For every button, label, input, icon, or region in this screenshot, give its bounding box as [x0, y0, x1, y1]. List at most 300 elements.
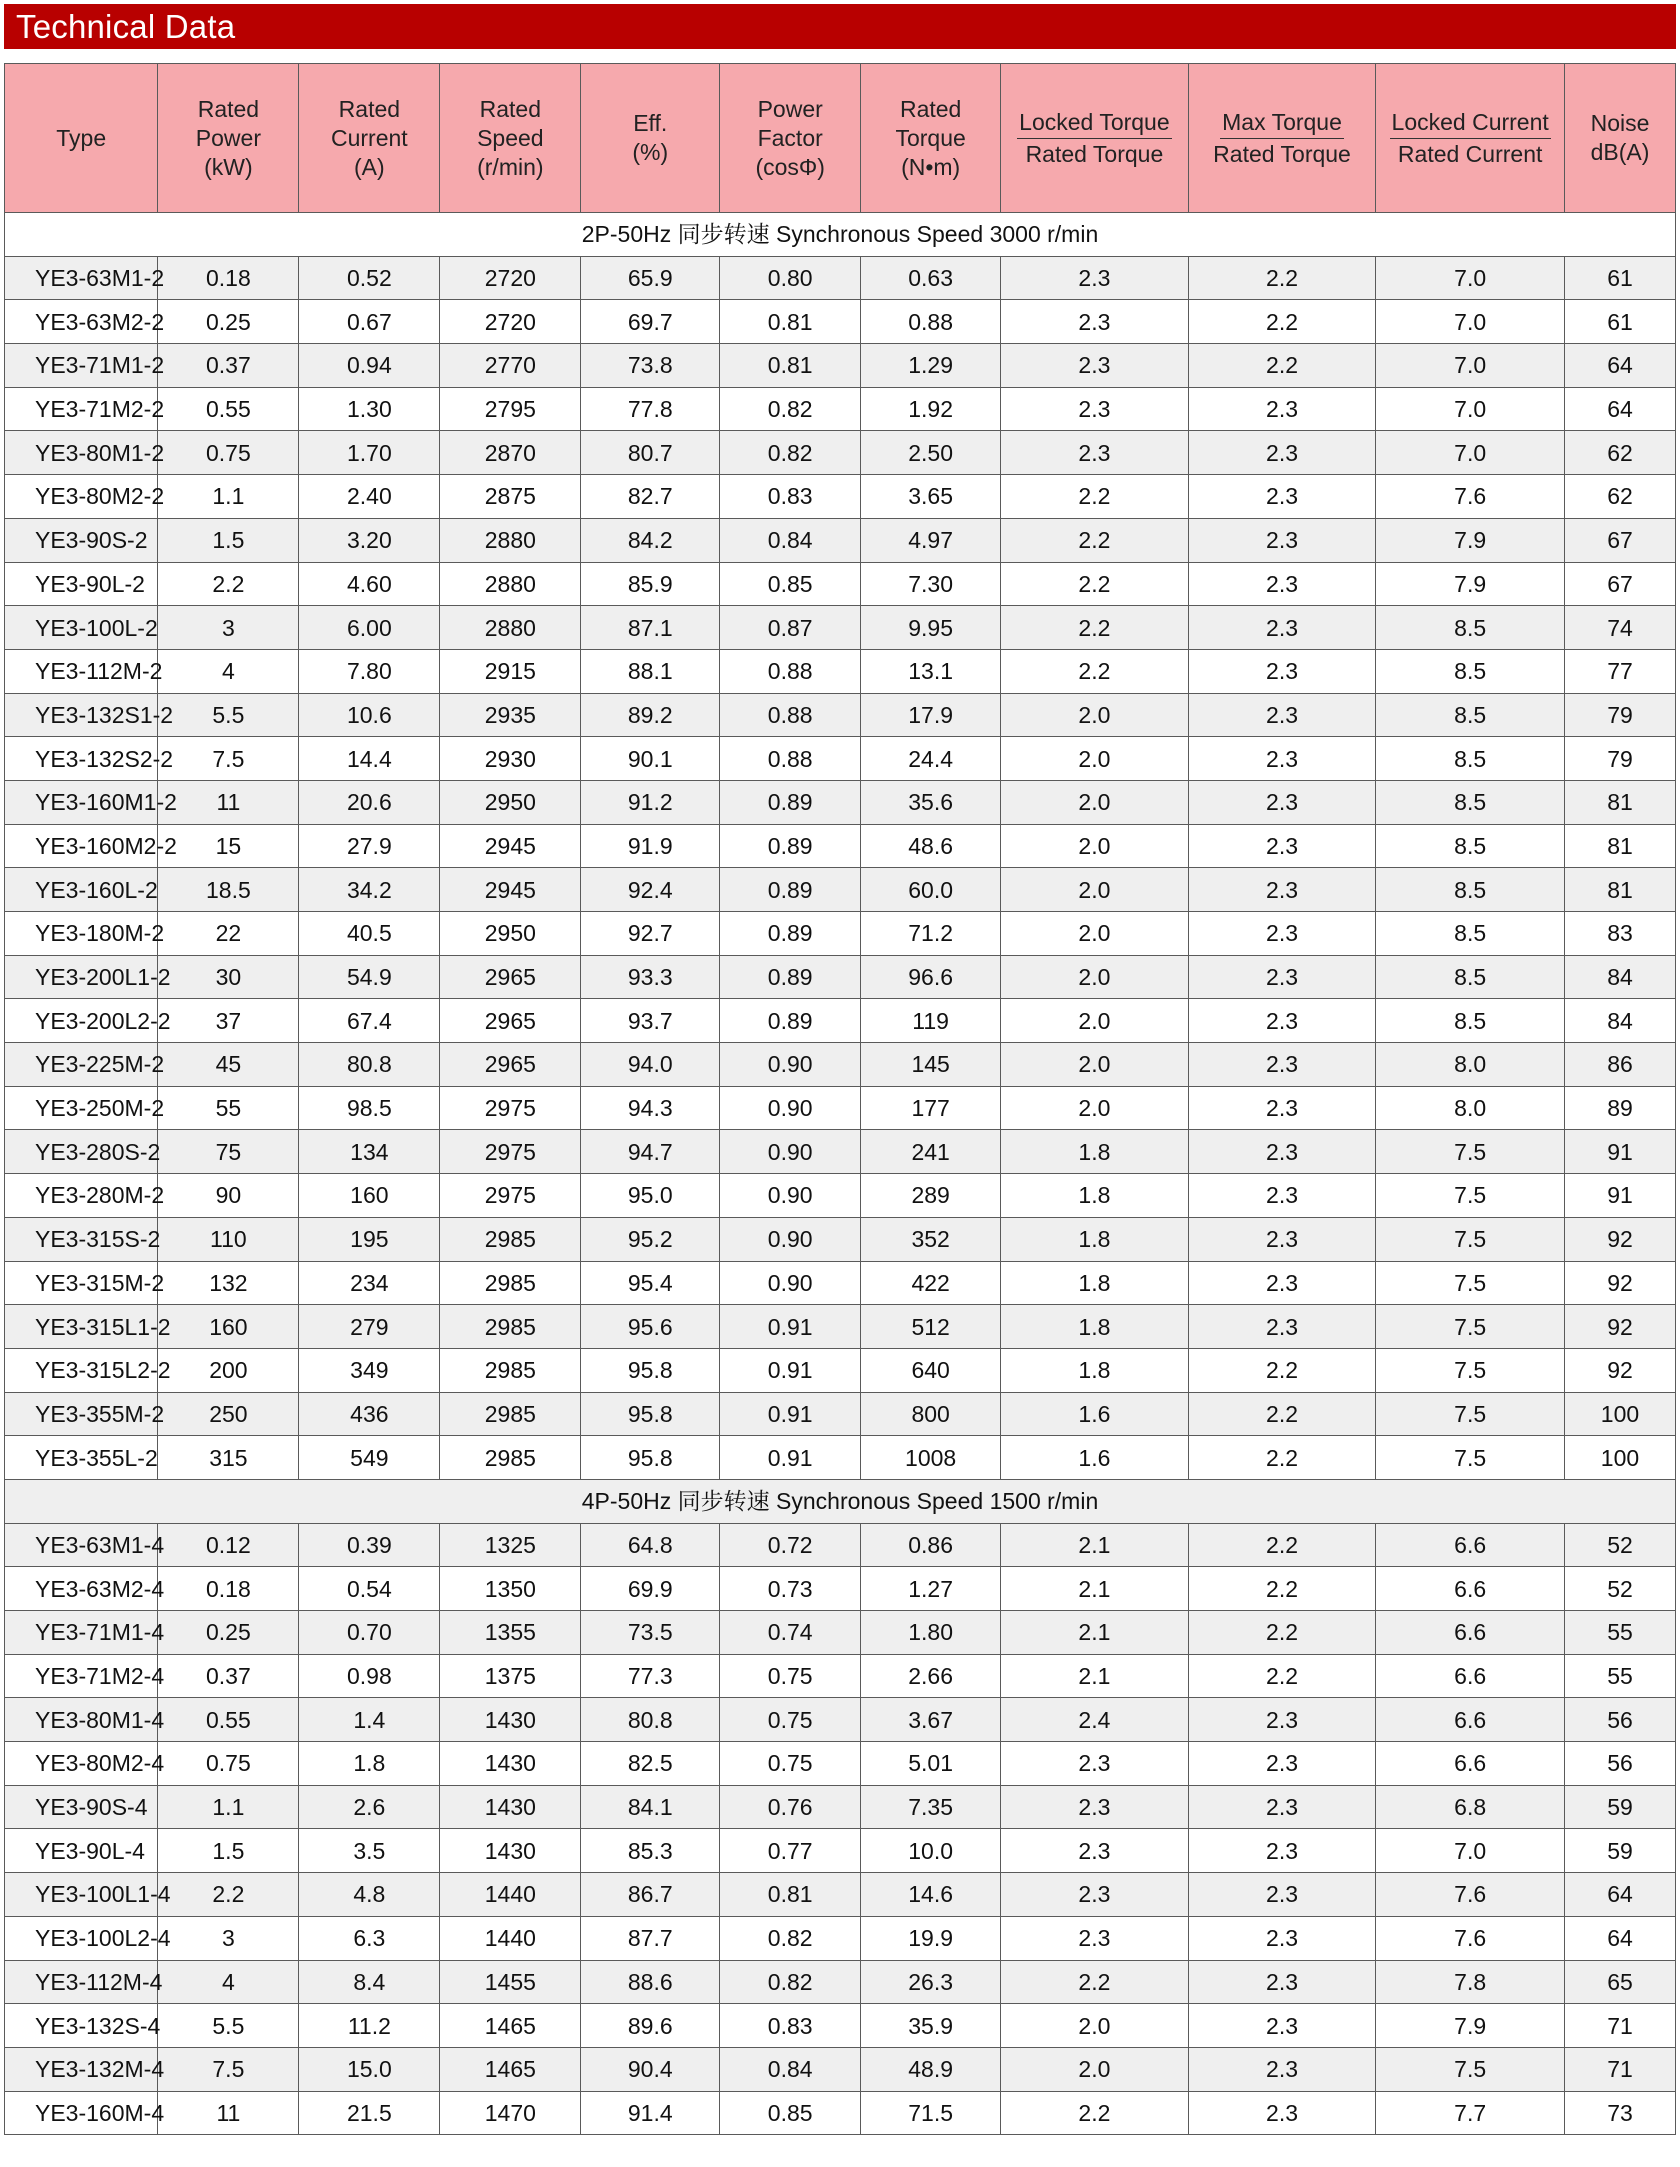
cell-locked-current-ratio: 7.5 [1376, 1130, 1565, 1174]
cell-type: YE3-315M-2 [5, 1261, 158, 1305]
cell-rated-current: 2.6 [299, 1785, 440, 1829]
cell-locked-torque-ratio: 2.2 [1001, 562, 1189, 606]
header-rated-power-unit: (kW) [204, 153, 253, 180]
cell-eff: 77.3 [581, 1654, 720, 1698]
header-rated-torque [861, 64, 1001, 213]
header-rated-current [299, 64, 440, 213]
cell-max-torque-ratio: 2.3 [1188, 868, 1376, 912]
cell-type: YE3-132S-4 [5, 2004, 158, 2048]
cell-rated-power: 7.5 [158, 2047, 299, 2091]
cell-eff: 77.8 [581, 387, 720, 431]
header-locked-current-numerator: Locked Current [1390, 108, 1551, 139]
cell-power-factor: 0.85 [720, 562, 861, 606]
cell-eff: 95.8 [581, 1348, 720, 1392]
cell-rated-torque: 640 [861, 1348, 1001, 1392]
cell-noise: 86 [1564, 1043, 1675, 1087]
cell-locked-current-ratio: 6.8 [1376, 1785, 1565, 1829]
cell-rated-torque: 19.9 [861, 1916, 1001, 1960]
table-row [5, 518, 1676, 562]
cell-locked-torque-ratio: 2.0 [1001, 2047, 1189, 2091]
cell-eff: 95.8 [581, 1436, 720, 1480]
cell-rated-power: 2.2 [158, 562, 299, 606]
cell-rated-power: 5.5 [158, 693, 299, 737]
table-row [5, 693, 1676, 737]
page-title: Technical Data [4, 4, 1676, 49]
cell-rated-speed: 2880 [440, 606, 581, 650]
cell-power-factor: 0.83 [720, 2004, 861, 2048]
cell-locked-current-ratio: 6.6 [1376, 1742, 1565, 1786]
cell-max-torque-ratio: 2.3 [1188, 955, 1376, 999]
cell-rated-power: 5.5 [158, 2004, 299, 2048]
header-type-label: Type [56, 124, 107, 151]
cell-locked-torque-ratio: 2.3 [1001, 387, 1189, 431]
cell-type: YE3-280S-2 [5, 1130, 158, 1174]
cell-rated-current: 1.30 [299, 387, 440, 431]
cell-type: YE3-315L2-2 [5, 1348, 158, 1392]
cell-rated-torque: 512 [861, 1305, 1001, 1349]
cell-locked-current-ratio: 7.5 [1376, 2047, 1565, 2091]
cell-type: YE3-250M-2 [5, 1086, 158, 1130]
cell-eff: 88.1 [581, 649, 720, 693]
cell-noise: 67 [1564, 518, 1675, 562]
cell-rated-torque: 145 [861, 1043, 1001, 1087]
cell-power-factor: 0.89 [720, 999, 861, 1043]
cell-type: YE3-315L1-2 [5, 1305, 158, 1349]
cell-rated-power: 1.1 [158, 1785, 299, 1829]
cell-power-factor: 0.88 [720, 649, 861, 693]
section-label: 2P-50Hz 同步转速 Synchronous Speed 3000 r/min [5, 213, 1676, 257]
cell-locked-torque-ratio: 2.3 [1001, 300, 1189, 344]
cell-rated-current: 0.98 [299, 1654, 440, 1698]
cell-rated-current: 54.9 [299, 955, 440, 999]
cell-locked-torque-ratio: 2.0 [1001, 912, 1189, 956]
cell-rated-torque: 1008 [861, 1436, 1001, 1480]
cell-type: YE3-315S-2 [5, 1217, 158, 1261]
cell-rated-current: 0.67 [299, 300, 440, 344]
cell-rated-torque: 2.50 [861, 431, 1001, 475]
cell-rated-speed: 2950 [440, 780, 581, 824]
table-row [5, 1654, 1676, 1698]
cell-rated-power: 3 [158, 606, 299, 650]
cell-rated-speed: 2985 [440, 1436, 581, 1480]
cell-rated-current: 8.4 [299, 1960, 440, 2004]
cell-locked-current-ratio: 7.0 [1376, 344, 1565, 388]
cell-type: YE3-355L-2 [5, 1436, 158, 1480]
cell-eff: 92.7 [581, 912, 720, 956]
cell-power-factor: 0.84 [720, 2047, 861, 2091]
cell-locked-current-ratio: 7.9 [1376, 518, 1565, 562]
cell-rated-speed: 1430 [440, 1829, 581, 1873]
cell-rated-torque: 1.29 [861, 344, 1001, 388]
cell-type: YE3-80M1-4 [5, 1698, 158, 1742]
cell-rated-speed: 2880 [440, 518, 581, 562]
cell-type: YE3-200L2-2 [5, 999, 158, 1043]
cell-eff: 95.2 [581, 1217, 720, 1261]
cell-type: YE3-90L-2 [5, 562, 158, 606]
cell-eff: 69.9 [581, 1567, 720, 1611]
cell-type: YE3-160L-2 [5, 868, 158, 912]
cell-rated-speed: 2770 [440, 344, 581, 388]
cell-rated-torque: 35.6 [861, 780, 1001, 824]
cell-rated-torque: 71.5 [861, 2091, 1001, 2135]
cell-locked-torque-ratio: 1.8 [1001, 1348, 1189, 1392]
cell-rated-torque: 9.95 [861, 606, 1001, 650]
cell-noise: 59 [1564, 1785, 1675, 1829]
cell-power-factor: 0.91 [720, 1305, 861, 1349]
cell-noise: 64 [1564, 1916, 1675, 1960]
cell-rated-torque: 119 [861, 999, 1001, 1043]
cell-rated-speed: 1465 [440, 2004, 581, 2048]
cell-noise: 55 [1564, 1654, 1675, 1698]
cell-power-factor: 0.72 [720, 1523, 861, 1567]
cell-rated-speed: 2965 [440, 1043, 581, 1087]
cell-power-factor: 0.85 [720, 2091, 861, 2135]
cell-locked-torque-ratio: 2.3 [1001, 1829, 1189, 1873]
cell-rated-speed: 2975 [440, 1130, 581, 1174]
cell-rated-torque: 5.01 [861, 1742, 1001, 1786]
cell-rated-power: 1.5 [158, 518, 299, 562]
cell-rated-torque: 10.0 [861, 1829, 1001, 1873]
cell-type: YE3-63M1-4 [5, 1523, 158, 1567]
table-row [5, 1217, 1676, 1261]
cell-locked-current-ratio: 8.5 [1376, 649, 1565, 693]
cell-rated-power: 11 [158, 780, 299, 824]
header-eff [581, 64, 720, 213]
table-row [5, 256, 1676, 300]
cell-type: YE3-90S-2 [5, 518, 158, 562]
cell-rated-power: 0.75 [158, 1742, 299, 1786]
cell-rated-speed: 1430 [440, 1785, 581, 1829]
cell-noise: 52 [1564, 1523, 1675, 1567]
cell-locked-torque-ratio: 1.8 [1001, 1261, 1189, 1305]
cell-max-torque-ratio: 2.2 [1188, 1654, 1376, 1698]
cell-rated-current: 0.94 [299, 344, 440, 388]
cell-locked-current-ratio: 7.9 [1376, 2004, 1565, 2048]
cell-rated-current: 67.4 [299, 999, 440, 1043]
cell-noise: 92 [1564, 1305, 1675, 1349]
cell-max-torque-ratio: 2.3 [1188, 912, 1376, 956]
table-row [5, 1916, 1676, 1960]
cell-rated-torque: 800 [861, 1392, 1001, 1436]
cell-noise: 84 [1564, 999, 1675, 1043]
cell-eff: 95.6 [581, 1305, 720, 1349]
cell-locked-torque-ratio: 2.0 [1001, 955, 1189, 999]
cell-locked-torque-ratio: 2.2 [1001, 2091, 1189, 2135]
cell-max-torque-ratio: 2.3 [1188, 737, 1376, 781]
cell-type: YE3-71M2-4 [5, 1654, 158, 1698]
cell-rated-power: 0.37 [158, 1654, 299, 1698]
cell-rated-current: 3.5 [299, 1829, 440, 1873]
cell-rated-speed: 1355 [440, 1611, 581, 1655]
cell-rated-power: 3 [158, 1916, 299, 1960]
cell-locked-torque-ratio: 2.1 [1001, 1654, 1189, 1698]
cell-eff: 94.7 [581, 1130, 720, 1174]
cell-rated-current: 6.00 [299, 606, 440, 650]
cell-rated-power: 1.5 [158, 1829, 299, 1873]
cell-type: YE3-63M2-2 [5, 300, 158, 344]
cell-noise: 59 [1564, 1829, 1675, 1873]
header-eff-line: Eff. [633, 110, 668, 136]
cell-noise: 67 [1564, 562, 1675, 606]
cell-type: YE3-180M-2 [5, 912, 158, 956]
cell-locked-torque-ratio: 2.3 [1001, 344, 1189, 388]
cell-eff: 88.6 [581, 1960, 720, 2004]
cell-rated-torque: 2.66 [861, 1654, 1001, 1698]
table-row [5, 431, 1676, 475]
cell-rated-speed: 1325 [440, 1523, 581, 1567]
cell-rated-torque: 241 [861, 1130, 1001, 1174]
cell-noise: 91 [1564, 1130, 1675, 1174]
cell-noise: 100 [1564, 1392, 1675, 1436]
cell-eff: 91.2 [581, 780, 720, 824]
cell-rated-speed: 1440 [440, 1873, 581, 1917]
cell-rated-current: 0.52 [299, 256, 440, 300]
cell-eff: 94.0 [581, 1043, 720, 1087]
header-power-factor-unit: (cosΦ) [755, 153, 825, 180]
cell-locked-current-ratio: 7.6 [1376, 1916, 1565, 1960]
cell-power-factor: 0.89 [720, 780, 861, 824]
cell-noise: 65 [1564, 1960, 1675, 2004]
table-row [5, 1436, 1676, 1480]
cell-rated-power: 0.18 [158, 1567, 299, 1611]
cell-rated-power: 90 [158, 1174, 299, 1218]
header-noise-unit: dB(A) [1590, 139, 1650, 165]
header-power-factor [720, 64, 861, 213]
cell-locked-current-ratio: 8.5 [1376, 955, 1565, 999]
cell-noise: 77 [1564, 649, 1675, 693]
cell-rated-current: 0.70 [299, 1611, 440, 1655]
cell-rated-current: 6.3 [299, 1916, 440, 1960]
cell-rated-torque: 1.27 [861, 1567, 1001, 1611]
cell-max-torque-ratio: 2.2 [1188, 344, 1376, 388]
cell-rated-speed: 2975 [440, 1086, 581, 1130]
cell-type: YE3-100L2-4 [5, 1916, 158, 1960]
table-row [5, 2004, 1676, 2048]
cell-max-torque-ratio: 2.2 [1188, 1436, 1376, 1480]
cell-locked-torque-ratio: 2.2 [1001, 475, 1189, 519]
table-row [5, 1174, 1676, 1218]
cell-rated-current: 234 [299, 1261, 440, 1305]
cell-max-torque-ratio: 2.2 [1188, 300, 1376, 344]
cell-type: YE3-225M-2 [5, 1043, 158, 1087]
cell-noise: 52 [1564, 1567, 1675, 1611]
cell-locked-torque-ratio: 1.6 [1001, 1392, 1189, 1436]
header-max-torque-numerator: Max Torque [1220, 108, 1344, 139]
cell-rated-torque: 0.88 [861, 300, 1001, 344]
cell-type: YE3-80M2-2 [5, 475, 158, 519]
cell-power-factor: 0.90 [720, 1130, 861, 1174]
cell-power-factor: 0.74 [720, 1611, 861, 1655]
cell-locked-torque-ratio: 1.8 [1001, 1174, 1189, 1218]
cell-rated-power: 200 [158, 1348, 299, 1392]
table-row [5, 1348, 1676, 1392]
cell-locked-current-ratio: 6.6 [1376, 1523, 1565, 1567]
cell-locked-current-ratio: 7.6 [1376, 1873, 1565, 1917]
cell-type: YE3-71M1-2 [5, 344, 158, 388]
table-row [5, 1130, 1676, 1174]
cell-noise: 55 [1564, 1611, 1675, 1655]
table-body [5, 213, 1676, 2135]
cell-rated-current: 40.5 [299, 912, 440, 956]
cell-noise: 61 [1564, 256, 1675, 300]
cell-rated-power: 0.37 [158, 344, 299, 388]
cell-max-torque-ratio: 2.3 [1188, 606, 1376, 650]
cell-max-torque-ratio: 2.3 [1188, 431, 1376, 475]
cell-noise: 91 [1564, 1174, 1675, 1218]
cell-eff: 64.8 [581, 1523, 720, 1567]
cell-rated-speed: 2965 [440, 999, 581, 1043]
cell-type: YE3-90L-4 [5, 1829, 158, 1873]
cell-noise: 62 [1564, 431, 1675, 475]
cell-type: YE3-112M-4 [5, 1960, 158, 2004]
cell-rated-speed: 2870 [440, 431, 581, 475]
table-row [5, 1829, 1676, 1873]
cell-locked-torque-ratio: 2.0 [1001, 1043, 1189, 1087]
cell-power-factor: 0.90 [720, 1261, 861, 1305]
header-rated-current-unit: (A) [354, 153, 385, 180]
cell-rated-speed: 2945 [440, 824, 581, 868]
cell-rated-torque: 13.1 [861, 649, 1001, 693]
cell-locked-current-ratio: 8.5 [1376, 912, 1565, 956]
cell-type: YE3-160M2-2 [5, 824, 158, 868]
table-row [5, 1086, 1676, 1130]
cell-noise: 81 [1564, 780, 1675, 824]
cell-type: YE3-100L-2 [5, 606, 158, 650]
cell-type: YE3-100L1-4 [5, 1873, 158, 1917]
cell-eff: 95.4 [581, 1261, 720, 1305]
cell-rated-speed: 2930 [440, 737, 581, 781]
cell-eff: 89.2 [581, 693, 720, 737]
cell-locked-current-ratio: 7.6 [1376, 475, 1565, 519]
header-rated-speed-line: Rated [479, 95, 542, 122]
cell-power-factor: 0.83 [720, 475, 861, 519]
table-row [5, 1043, 1676, 1087]
cell-rated-current: 1.70 [299, 431, 440, 475]
cell-power-factor: 0.84 [720, 518, 861, 562]
cell-max-torque-ratio: 2.3 [1188, 780, 1376, 824]
cell-max-torque-ratio: 2.3 [1188, 1174, 1376, 1218]
cell-locked-current-ratio: 8.0 [1376, 1043, 1565, 1087]
cell-max-torque-ratio: 2.3 [1188, 518, 1376, 562]
cell-rated-current: 10.6 [299, 693, 440, 737]
cell-eff: 85.3 [581, 1829, 720, 1873]
cell-rated-power: 0.75 [158, 431, 299, 475]
table-row [5, 780, 1676, 824]
cell-locked-current-ratio: 7.5 [1376, 1174, 1565, 1218]
cell-max-torque-ratio: 2.3 [1188, 1785, 1376, 1829]
cell-power-factor: 0.81 [720, 1873, 861, 1917]
header-locked-current-denominator: Rated Current [1397, 140, 1543, 167]
cell-rated-speed: 2720 [440, 256, 581, 300]
cell-locked-current-ratio: 7.5 [1376, 1305, 1565, 1349]
cell-rated-speed: 2965 [440, 955, 581, 999]
cell-rated-current: 7.80 [299, 649, 440, 693]
cell-rated-power: 0.25 [158, 1611, 299, 1655]
cell-rated-current: 34.2 [299, 868, 440, 912]
cell-eff: 92.4 [581, 868, 720, 912]
cell-power-factor: 0.90 [720, 1217, 861, 1261]
cell-power-factor: 0.87 [720, 606, 861, 650]
table-row [5, 344, 1676, 388]
cell-power-factor: 0.89 [720, 912, 861, 956]
cell-rated-current: 11.2 [299, 2004, 440, 2048]
cell-rated-current: 4.8 [299, 1873, 440, 1917]
cell-rated-torque: 289 [861, 1174, 1001, 1218]
table-row [5, 2047, 1676, 2091]
cell-locked-torque-ratio: 2.4 [1001, 1698, 1189, 1742]
table-row [5, 2091, 1676, 2135]
cell-rated-power: 0.18 [158, 256, 299, 300]
cell-power-factor: 0.81 [720, 344, 861, 388]
cell-noise: 81 [1564, 868, 1675, 912]
table-row [5, 1873, 1676, 1917]
cell-type: YE3-80M1-2 [5, 431, 158, 475]
cell-max-torque-ratio: 2.3 [1188, 1043, 1376, 1087]
cell-locked-torque-ratio: 2.1 [1001, 1567, 1189, 1611]
cell-rated-current: 436 [299, 1392, 440, 1436]
table-row [5, 606, 1676, 650]
cell-rated-torque: 48.9 [861, 2047, 1001, 2091]
cell-max-torque-ratio: 2.3 [1188, 2004, 1376, 2048]
cell-noise: 84 [1564, 955, 1675, 999]
cell-noise: 61 [1564, 300, 1675, 344]
cell-rated-power: 0.12 [158, 1523, 299, 1567]
cell-noise: 56 [1564, 1698, 1675, 1742]
cell-power-factor: 0.91 [720, 1436, 861, 1480]
cell-locked-current-ratio: 7.0 [1376, 256, 1565, 300]
cell-rated-power: 250 [158, 1392, 299, 1436]
table-row [5, 1567, 1676, 1611]
cell-rated-power: 55 [158, 1086, 299, 1130]
cell-eff: 85.9 [581, 562, 720, 606]
cell-power-factor: 0.89 [720, 824, 861, 868]
cell-type: YE3-160M1-2 [5, 780, 158, 824]
cell-rated-current: 0.54 [299, 1567, 440, 1611]
cell-rated-current: 279 [299, 1305, 440, 1349]
cell-noise: 64 [1564, 344, 1675, 388]
cell-power-factor: 0.82 [720, 1916, 861, 1960]
cell-rated-speed: 2985 [440, 1305, 581, 1349]
cell-eff: 94.3 [581, 1086, 720, 1130]
cell-rated-torque: 71.2 [861, 912, 1001, 956]
cell-rated-torque: 96.6 [861, 955, 1001, 999]
table-row [5, 1523, 1676, 1567]
cell-rated-torque: 7.35 [861, 1785, 1001, 1829]
cell-rated-speed: 1430 [440, 1742, 581, 1786]
cell-type: YE3-71M2-2 [5, 387, 158, 431]
cell-rated-current: 1.8 [299, 1742, 440, 1786]
cell-max-torque-ratio: 2.3 [1188, 1217, 1376, 1261]
header-locked-torque-ratio [1001, 64, 1189, 213]
cell-rated-current: 98.5 [299, 1086, 440, 1130]
cell-noise: 74 [1564, 606, 1675, 650]
cell-eff: 80.8 [581, 1698, 720, 1742]
header-locked-torque-denominator: Rated Torque [1025, 140, 1164, 167]
cell-locked-current-ratio: 8.5 [1376, 737, 1565, 781]
cell-power-factor: 0.90 [720, 1086, 861, 1130]
cell-power-factor: 0.82 [720, 387, 861, 431]
cell-max-torque-ratio: 2.3 [1188, 1916, 1376, 1960]
cell-rated-power: 45 [158, 1043, 299, 1087]
cell-locked-current-ratio: 6.6 [1376, 1698, 1565, 1742]
cell-max-torque-ratio: 2.3 [1188, 475, 1376, 519]
cell-power-factor: 0.90 [720, 1174, 861, 1218]
cell-rated-speed: 2915 [440, 649, 581, 693]
cell-locked-current-ratio: 8.5 [1376, 606, 1565, 650]
cell-power-factor: 0.88 [720, 693, 861, 737]
cell-locked-current-ratio: 7.8 [1376, 1960, 1565, 2004]
cell-locked-torque-ratio: 2.0 [1001, 868, 1189, 912]
